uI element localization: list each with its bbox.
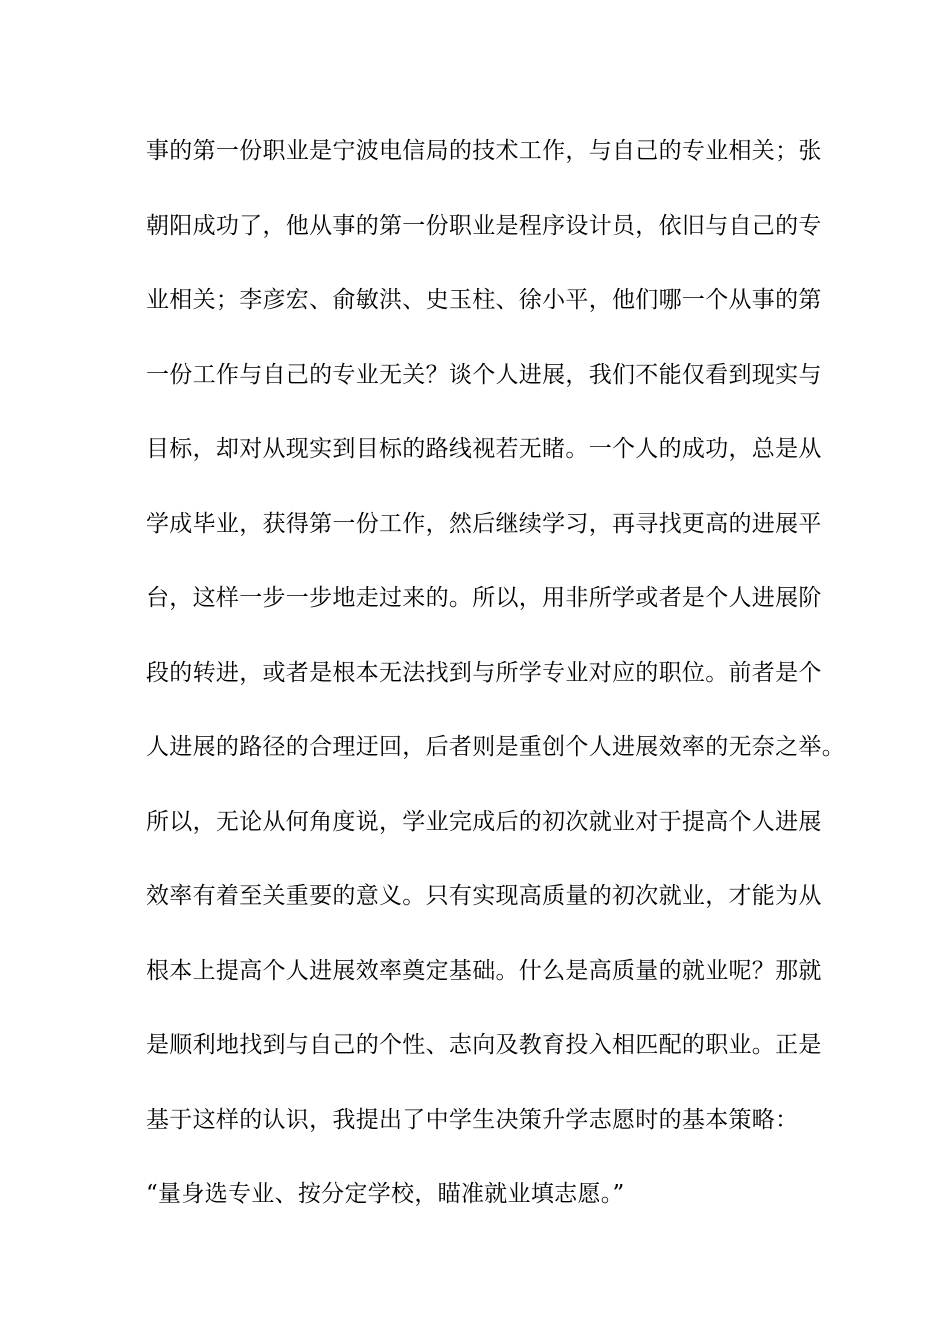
text-line: 一份工作与自己的专业无关？谈个人进展，我们不能仅看到现实与: [146, 361, 822, 388]
text-line: 目标，却对从现实到目标的路线视若无睹。一个人的成功，总是从: [146, 436, 822, 462]
text-line: 学成毕业，获得第一份工作，然后继续学习，再寻找更高的进展平: [146, 510, 822, 537]
text-line: “量身选专业、按分定学校，瞄准就业填志愿。”: [146, 1181, 625, 1207]
text-line: 朝阳成功了，他从事的第一份职业是程序设计员，依旧与自己的专: [146, 212, 822, 239]
text-line: 台，这样一步一步地走过来的。所以，用非所学或者是个人进展阶: [146, 585, 822, 611]
text-line: 基于这样的认识，我提出了中学生决策升学志愿时的基本策略：: [146, 1106, 799, 1133]
text-line: 业相关；李彦宏、俞敏洪、史玉柱、徐小平，他们哪一个从事的第: [146, 287, 822, 313]
text-line: 事的第一份职业是宁波电信局的技术工作，与自己的专业相关；张: [146, 138, 822, 164]
text-line: 段的转进，或者是根本无法找到与所学专业对应的职位。前者是个: [146, 659, 822, 686]
text-line: 所以，无论从何角度说，学业完成后的初次就业对于提高个人进展: [146, 808, 822, 835]
text-line: 根本上提高个人进展效率奠定基础。什么是高质量的就业呢？那就: [146, 957, 822, 984]
text-line: 效率有着至关重要的意义。只有实现高质量的初次就业，才能为从: [146, 883, 822, 909]
text-line: 人进展的路径的合理迂回，后者则是重创个人进展效率的无奈之举。: [146, 734, 845, 760]
document-body: [146, 128, 845, 1246]
text-line: 是顺利地找到与自己的个性、志向及教育投入相匹配的职业。正是: [146, 1032, 822, 1058]
